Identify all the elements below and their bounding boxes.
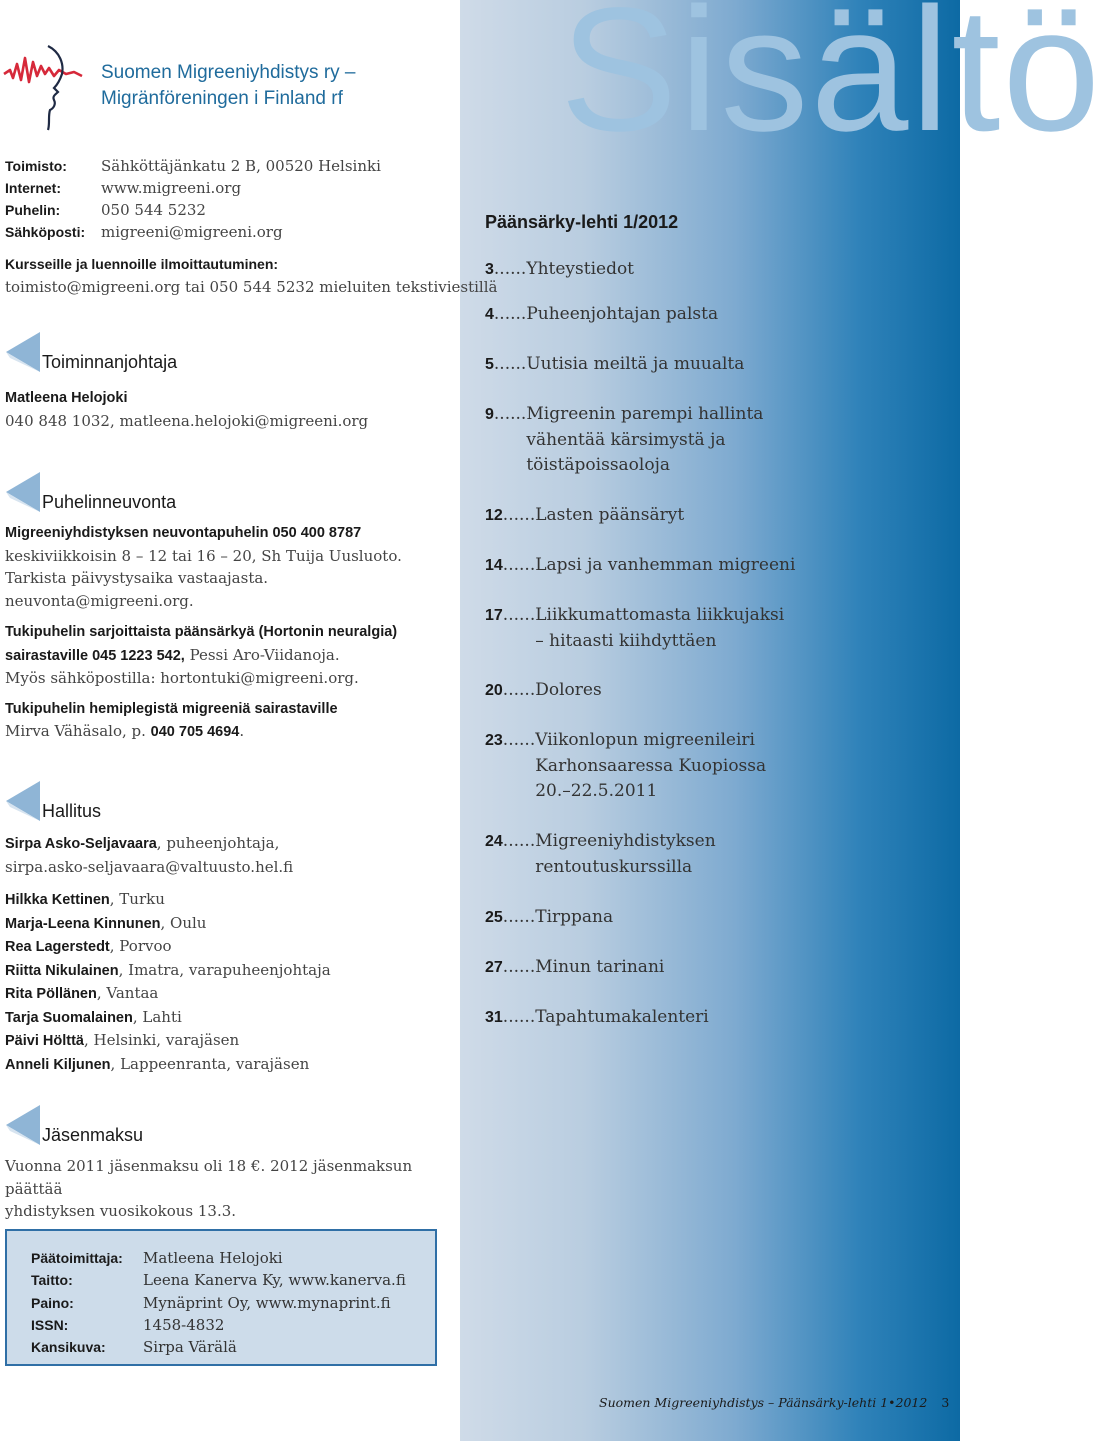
advice-line: neuvonta@migreeni.org. [5,591,194,610]
contact-value: 050 544 5232 [101,201,206,219]
toc-big-title: Sisältö [560,0,1102,168]
page-number: 3 [941,1395,950,1410]
toc-dots: ...... [493,259,527,279]
director-block [5,387,455,432]
board-member [5,1006,455,1030]
advice-line: Myös sähköpostilla: hortontuki@migreeni.org. [5,669,359,687]
toc-item [485,402,815,479]
contact-row [5,199,381,221]
toc-page-number: 20 [485,682,503,699]
phone-advice-section-heading [4,472,176,512]
member-name: Päivi Hölttä [5,1033,84,1049]
org-name-line2: Migränföreningen i Finland rf [101,88,343,109]
toc-dots: ...... [493,404,527,424]
contact-value: Sähköttäjänkatu 2 B, 00520 Helsinki [101,157,381,175]
advice-line: Tarkista päivystysaika vastaajasta. [5,569,269,587]
advice-line: keskiviikkoisin 8 – 12 tai 16 – 20, Sh Tuija Uusluoto. [5,546,402,565]
membership-line: yhdistyksen vuosikokous 13.3. [5,1202,237,1220]
impressum-row [31,1269,435,1291]
page-footer [599,1395,949,1410]
toc-title: Tapahtumakalenteri [535,1007,709,1027]
advice-regular-part: Mirva Vähäsalo, p. [5,722,151,740]
impressum-value: 1458-4832 [143,1315,225,1334]
contact-row [5,155,381,177]
contact-row [5,221,381,243]
toc-dots: ...... [502,680,536,700]
toc-title: Liikkumattomasta liikkujaksi – hitaasti kiihdyttäen [535,605,785,651]
impressum-label: ISSN: [31,1316,69,1333]
advice-regular-part: . [239,722,245,740]
member-name: Sirpa Asko-Seljavaara [5,836,157,852]
member-name: Marja-Leena Kinnunen [5,915,161,932]
board-member [5,832,455,856]
course-text: toimisto@migreeni.org tai 050 544 5232 mieluiten tekstiviestillä [5,278,498,296]
member-info: , Lappeenranta, varajäsen [110,1054,310,1073]
impressum-box [5,1229,437,1366]
toc-title: Yhteystiedot [526,259,635,279]
board-section-heading [4,781,101,821]
toc-title: Viikonlopun migreenileiri Karhonsaaressa Kuopiossa 20.–22.5.2011 [535,730,767,801]
toc-item [485,257,815,283]
phone-advice-heading: Puhelinneuvonta [42,492,177,512]
member-name: Riitta Nikulainen [5,962,119,979]
toc-dots: ...... [502,605,536,625]
impressum-label: Paino: [31,1294,74,1311]
contact-label: Internet: [5,180,61,196]
member-info: , Imatra, varapuheenjohtaja [118,960,331,979]
org-name-line1: Suomen Migreeniyhdistys ry – [101,62,356,83]
member-name: Anneli Kiljunen [5,1056,111,1073]
course-heading: Kursseille ja luennoille ilmoittautuminen: [5,256,279,272]
advice-bold-part: sairastaville 045 1223 542, [5,647,185,664]
toc-page-number: 17 [485,607,503,624]
board-member [5,982,455,1006]
membership-heading: Jäsenmaksu [42,1125,144,1145]
impressum-row [31,1336,435,1358]
toc-dots: ...... [502,505,536,525]
contact-row [5,177,381,199]
toc-page-number: 24 [485,833,503,850]
migraine-logo-icon [4,44,86,132]
impressum-value: Sirpa Värälä [143,1338,237,1357]
impressum-value: Matleena Helojoki [143,1249,283,1267]
contact-label: Toimisto: [5,158,67,174]
toc-page-number: 25 [485,909,503,926]
triangle-marker-icon [4,472,40,512]
member-name: Hilkka Kettinen [5,892,110,908]
toc-page-number: 3 [485,261,494,278]
toc-item [485,678,815,704]
toc-title: Uutisia meiltä ja muualta [526,354,745,374]
toc-item [485,553,815,579]
member-name: Rea Lagerstedt [5,939,110,955]
membership-section-heading [4,1105,143,1145]
toc-dots: ...... [502,1007,536,1027]
toc-item [485,728,815,805]
toc-page-number: 31 [485,1009,503,1026]
toc-page-number: 12 [485,507,503,524]
member-info: , Helsinki, varajäsen [83,1031,240,1049]
member-name: Rita Pöllänen [5,986,97,1002]
director-section-heading [4,332,177,372]
impressum-value: Leena Kanerva Ky, www.kanerva.fi [143,1271,406,1290]
toc-dots: ...... [493,354,527,374]
toc-page-number: 23 [485,732,503,749]
issue-title: Päänsärky-lehti 1/2012 [485,212,679,232]
toc-page-number: 9 [485,406,494,423]
organization-name [101,60,356,112]
toc-item [485,1005,815,1031]
contact-info [5,155,381,243]
triangle-marker-icon [4,332,40,372]
toc-title: Puheenjohtajan palsta [526,304,719,324]
toc-item [485,905,815,931]
toc-dots: ...... [502,907,536,927]
toc-item [485,503,815,529]
impressum-row [31,1314,435,1336]
board-member [5,888,455,912]
toc-item [485,302,815,328]
toc-dots: ...... [502,555,536,575]
board-member [5,1053,455,1077]
toc-page-number: 5 [485,356,494,373]
advice-regular-part: Pessi Aro-Viidanoja. [184,645,340,664]
board-heading: Hallitus [42,801,102,821]
impressum-label: Kansikuva: [31,1339,106,1356]
toc-dots: ...... [502,831,536,851]
toc-title: Lapsi ja vanhemman migreeni [535,555,796,575]
impressum-value: Mynäprint Oy, www.mynaprint.fi [143,1293,391,1312]
membership-text [5,1155,455,1223]
phone-advice-block [5,522,455,744]
advice-line: Migreeniyhdistyksen neuvontapuhelin 050 400 8787 [5,525,362,541]
toc-title: Tirppana [535,907,614,927]
contact-value: www.migreeni.org [101,179,242,197]
board-member [5,856,455,880]
toc-dots: ...... [493,304,527,324]
impressum-row [31,1247,435,1269]
toc-title: Migreenin parempi hallinta vähentää kärsimystä ja töistäpoissaoloja [526,404,764,475]
footer-text: Suomen Migreeniyhdistys – Päänsärky-lehti 1•2012 [599,1395,928,1410]
toc-title: Lasten päänsäryt [535,505,685,525]
toc-page-number: 4 [485,306,494,323]
toc-item [485,955,815,981]
advice-line: Tukipuhelin sarjoittaista päänsärkyä (Hortonin neuralgia) [5,624,398,640]
advice-line-mixed [5,720,455,744]
toc-title: Dolores [535,680,602,700]
impressum-row [31,1292,435,1314]
member-info: , Turku [109,890,165,908]
membership-line: Vuonna 2011 jäsenmaksu oli 18 €. 2012 jäsenmaksun päättää [5,1157,413,1198]
board-member [5,912,455,936]
toc-dots: ...... [502,957,536,977]
triangle-marker-icon [4,781,40,821]
member-name: Tarja Suomalainen [5,1009,133,1026]
director-heading: Toiminnanjohtaja [42,352,178,372]
member-info: sirpa.asko-seljavaara@valtuusto.hel.fi [5,857,294,876]
contact-label: Sähköposti: [5,224,86,240]
toc-page-number: 14 [485,557,503,574]
board-member [5,959,455,983]
director-name: Matleena Helojoki [5,390,128,406]
board-member [5,935,455,959]
member-info: , puheenjohtaja, [156,834,280,852]
advice-line: Tukipuhelin hemiplegistä migreeniä sairastaville [5,700,338,717]
toc-dots: ...... [502,730,536,750]
impressum-label: Taitto: [31,1272,73,1289]
toc-item [485,352,815,378]
member-info: , Oulu [160,913,207,932]
course-registration [5,253,497,299]
impressum-label: Päätoimittaja: [31,1250,123,1266]
contact-label: Puhelin: [5,202,61,218]
board-members [5,832,455,1076]
member-info: , Vantaa [96,984,159,1002]
triangle-marker-icon [4,1105,40,1145]
member-info: , Porvoo [109,937,172,955]
toc-page-number: 27 [485,959,503,976]
director-contact: 040 848 1032, matleena.helojoki@migreeni.org [5,411,369,430]
advice-bold-part: 040 705 4694 [150,724,240,740]
toc-item [485,829,815,880]
member-info: , Lahti [132,1007,182,1026]
toc-title: Migreeniyhdistyksen rentoutuskurssilla [535,831,716,877]
board-member [5,1029,455,1053]
contact-value: migreeni@migreeni.org [101,223,283,241]
toc-item [485,603,815,654]
advice-line-mixed [5,644,455,668]
toc-title: Minun tarinani [535,957,665,977]
